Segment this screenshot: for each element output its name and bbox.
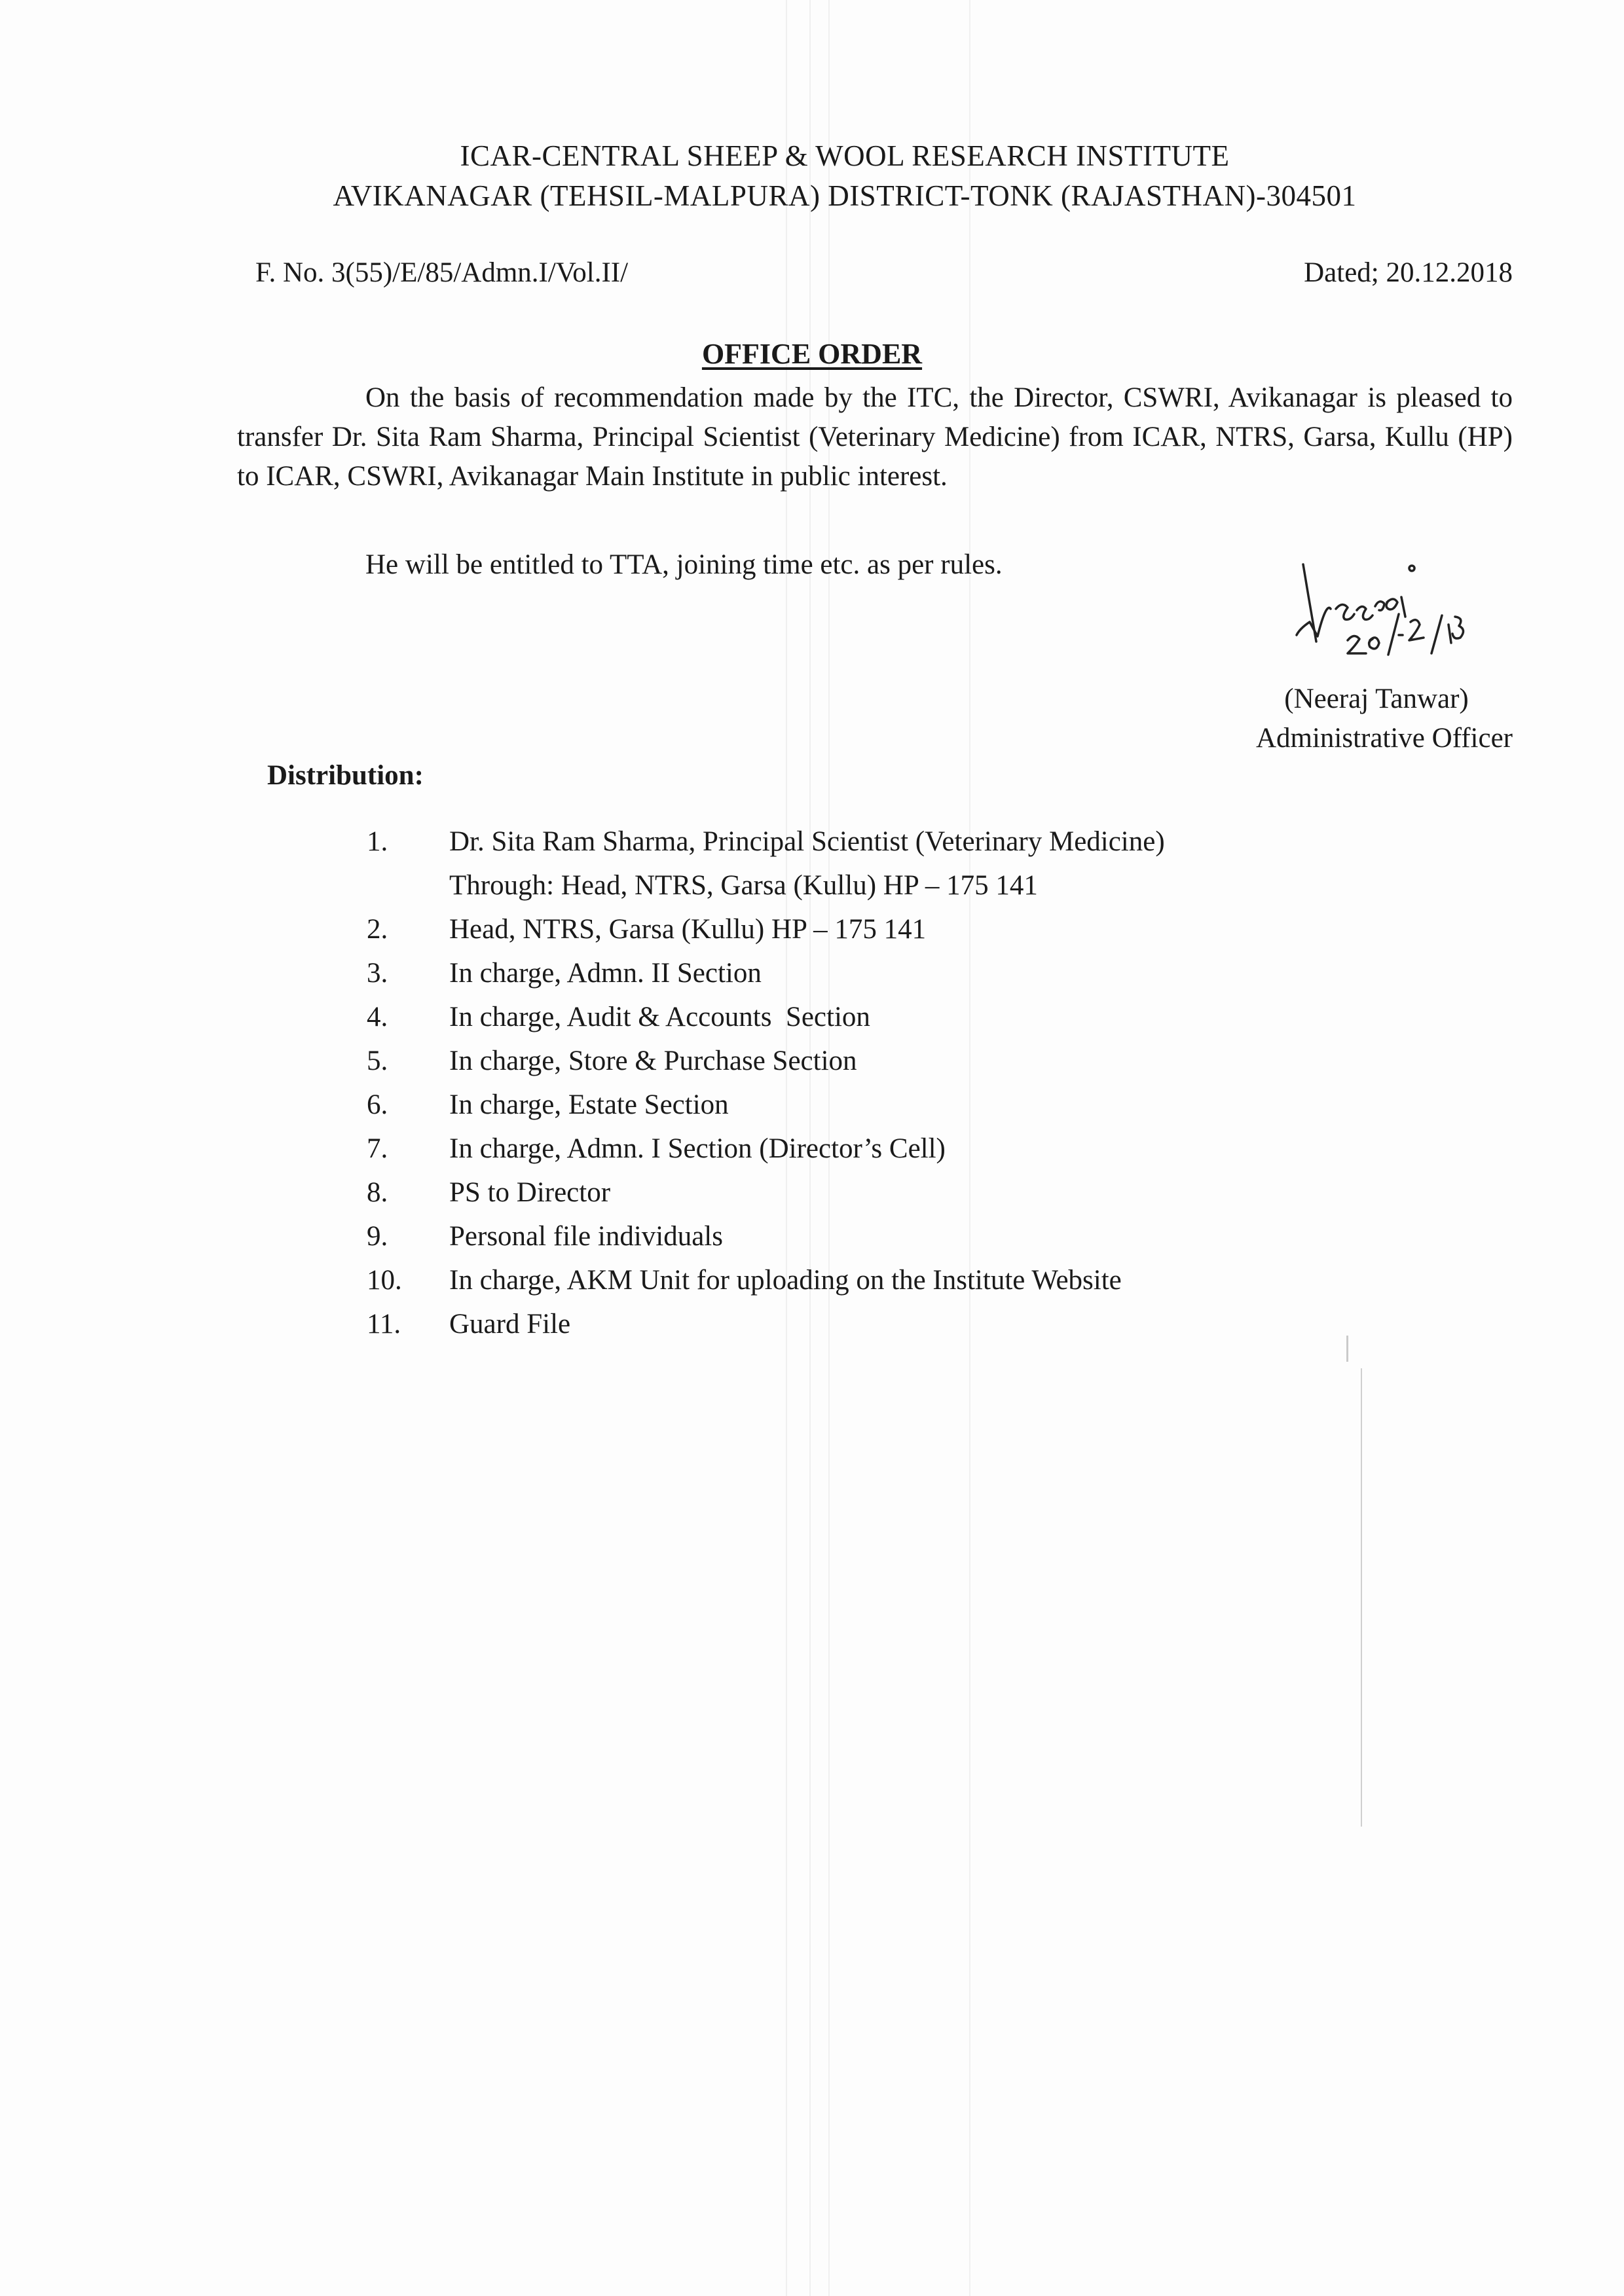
institute-name: ICAR-CENTRAL SHEEP & WOOL RESEARCH INSTITUTE xyxy=(460,139,1230,172)
list-item xyxy=(367,907,1480,951)
date: Dated; 20.12.2018 xyxy=(1304,257,1513,288)
list-item-text: In charge, Admn. II Section xyxy=(449,958,762,989)
list-item-number: 2. xyxy=(367,914,388,945)
list-item-number: 6. xyxy=(367,1089,388,1120)
list-item-text: In charge, Audit & Accounts Section xyxy=(449,1002,870,1032)
list-item-text: Personal file individuals xyxy=(449,1221,723,1252)
list-item-text: In charge, Store & Purchase Section xyxy=(449,1046,857,1076)
list-item xyxy=(367,1127,1480,1171)
order-paragraph-1: On the basis of recommendation made by the ITC, the Director, CSWRI, Avikanagar is pleased to transfer Dr. Sita Ram Sharma, Principal Scientist (Veterinary Medicine) from ICAR, NTRS, Garsa, Kullu (HP) to ICAR, CSWRI, Avikanagar Main Institute in public interest. xyxy=(237,382,1513,492)
list-item-number: 3. xyxy=(367,958,388,989)
list-item-text: PS to Director xyxy=(449,1177,611,1208)
list-item-text: Guard File xyxy=(449,1309,571,1339)
reference-row xyxy=(255,257,1513,289)
list-item-text: In charge, Estate Section xyxy=(449,1089,729,1120)
order-paragraph-2: He will be entitled to TTA, joining time etc. as per rules. xyxy=(365,549,1003,580)
list-item xyxy=(367,1258,1480,1302)
list-item-number: 4. xyxy=(367,1002,388,1032)
list-item-number: 11. xyxy=(367,1309,401,1339)
list-item-text: In charge, Admn. I Section (Director’s Cell) xyxy=(449,1133,946,1164)
list-item-number: 5. xyxy=(367,1046,388,1076)
list-item-number: 10. xyxy=(367,1265,402,1296)
list-item-number: 8. xyxy=(367,1177,388,1208)
distribution-list xyxy=(367,820,1480,1346)
list-item xyxy=(367,1171,1480,1214)
list-item xyxy=(367,820,1480,907)
distribution-title: Distribution: xyxy=(267,760,424,791)
list-item-number: 7. xyxy=(367,1133,388,1164)
signatory-name: (Neeraj Tanwar) xyxy=(1284,683,1469,714)
file-number: F. No. 3(55)/E/85/Admn.I/Vol.II/ xyxy=(255,257,629,288)
list-item-number: 1. xyxy=(367,826,388,857)
list-item xyxy=(367,951,1480,995)
institute-address: AVIKANAGAR (TEHSIL-MALPURA) DISTRICT-TONK (RAJASTHAN)-304501 xyxy=(333,179,1357,212)
list-item-subline: Through: Head, NTRS, Garsa (Kullu) HP – 175 141 xyxy=(449,870,1038,901)
order-title: OFFICE ORDER xyxy=(701,338,923,370)
handwritten-signature xyxy=(1270,556,1493,687)
list-item-text xyxy=(449,820,1480,907)
list-item xyxy=(367,1039,1480,1083)
list-item xyxy=(367,1302,1480,1346)
list-item xyxy=(367,1214,1480,1258)
list-item-line: Dr. Sita Ram Sharma, Principal Scientist (Veterinary Medicine) xyxy=(449,826,1165,857)
list-item-text: In charge, AKM Unit for uploading on the Institute Website xyxy=(449,1265,1122,1296)
list-item-text: Head, NTRS, Garsa (Kullu) HP – 175 141 xyxy=(449,914,927,945)
scan-mark xyxy=(1361,1368,1362,1827)
list-item-number: 9. xyxy=(367,1221,388,1252)
signatory-designation: Administrative Officer xyxy=(1255,723,1513,754)
list-item xyxy=(367,1083,1480,1127)
scan-mark xyxy=(1346,1336,1348,1362)
list-item xyxy=(367,995,1480,1039)
